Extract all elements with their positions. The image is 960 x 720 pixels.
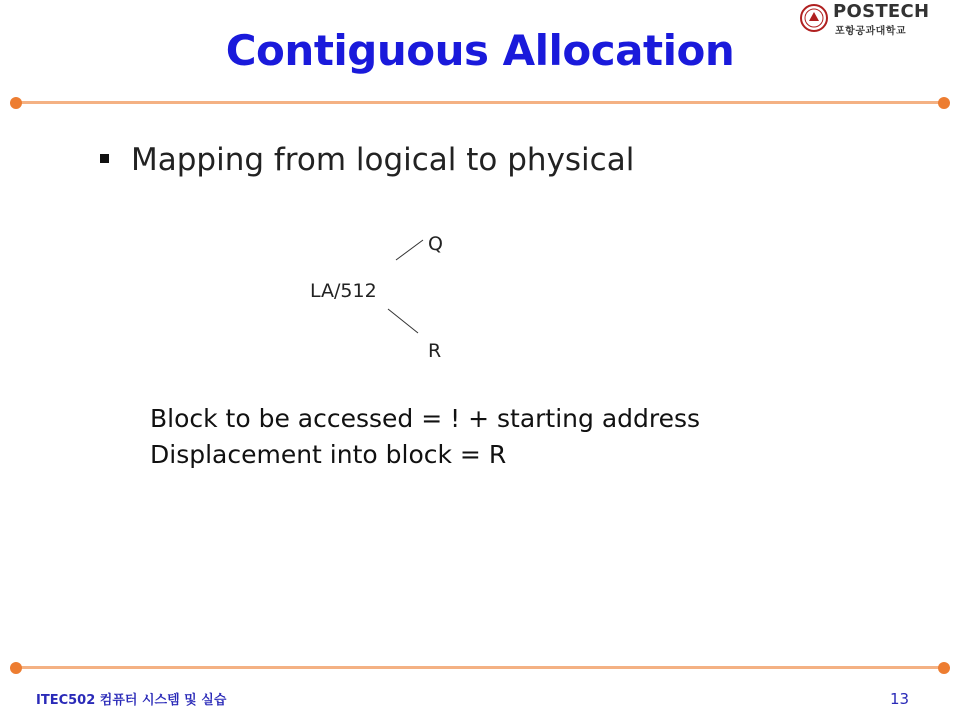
page-number: 13: [890, 690, 910, 708]
remainder-branch-line: [388, 309, 418, 333]
quotient-branch-line: [396, 240, 423, 260]
square-bullet-icon: [100, 154, 109, 163]
block-access-line: Block to be accessed = ! + starting address: [150, 404, 701, 433]
diagram-remainder: R: [428, 340, 442, 362]
bottom-divider-right-dot: [938, 662, 950, 674]
footer-course-label: ITEC502 컴퓨터 시스템 및 실습: [36, 693, 227, 708]
diagram-quotient: Q: [428, 233, 443, 255]
logo-wordmark: POSTECH: [833, 1, 930, 22]
division-diagram-lines: [380, 220, 440, 340]
top-divider-right-dot: [938, 97, 950, 109]
logo-subtitle: 포항공과대학교: [835, 26, 907, 37]
top-divider-left-dot: [10, 97, 22, 109]
bullet-text: Mapping from logical to physical: [131, 142, 635, 178]
top-divider: [16, 101, 944, 104]
bottom-divider: [16, 666, 944, 669]
slide-title: Contiguous Allocation: [225, 26, 735, 75]
bullet-item: [100, 142, 634, 178]
diagram-dividend: LA/512: [310, 280, 377, 302]
bottom-divider-left-dot: [10, 662, 22, 674]
displacement-line: Displacement into block = R: [150, 440, 507, 469]
